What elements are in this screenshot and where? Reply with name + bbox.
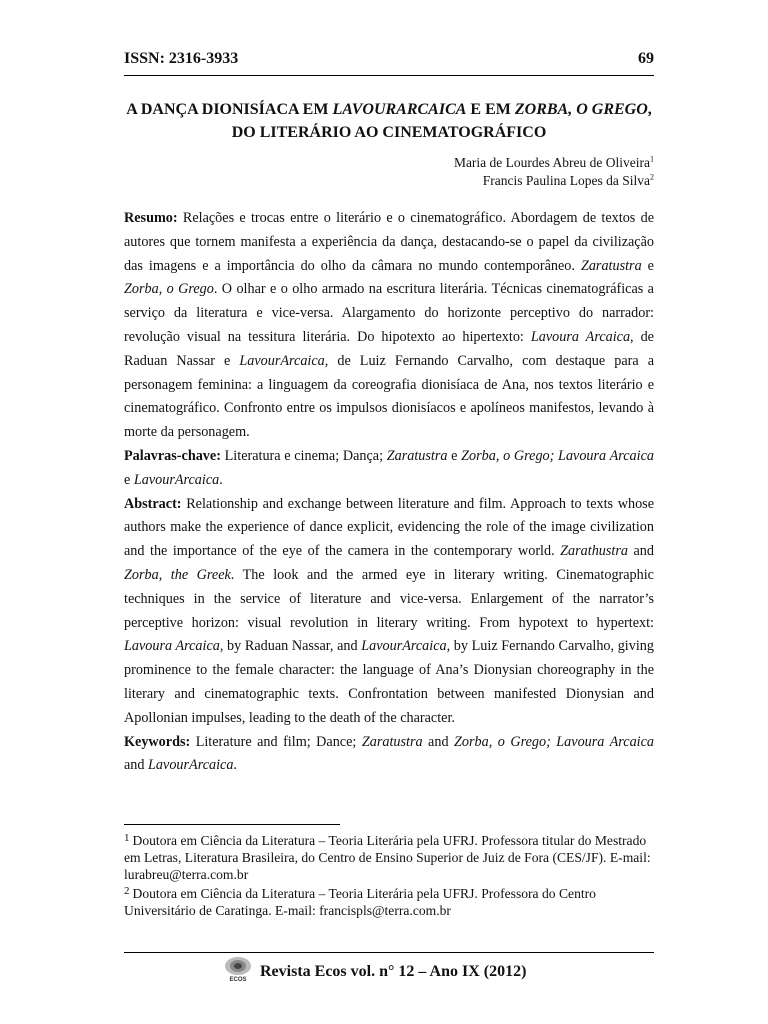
footnotes [124, 830, 656, 919]
abstract-block [124, 207, 654, 778]
article-title: A DANÇA DIONISÍACA EM LAVOURARCAICA E EM ZORBA, O GREGO, DO LITERÁRIO AO CINEMATOGRÁFICO [126, 101, 652, 141]
author-1: Maria de Lourdes Abreu de Oliveira$^1$ [453, 154, 654, 170]
footer-rule [124, 952, 654, 953]
author-2: Francis Paulina Lopes da Silva$^2$ [482, 172, 654, 188]
keywords-paragraph: Keywords: Literature and film; Dance; Zaratustra and Zorba, o Grego; Lavoura Arcaica and LavourArcaica. [124, 733, 654, 774]
header-rule [124, 75, 654, 76]
author-2-footnote-mark[interactable]: 2 [650, 172, 654, 182]
page-number: 69 [638, 50, 654, 67]
footnote-1: $^1$ Doutora em Ciência da Literatura – Teoria Literária pela UFRJ. Professora titular do Mestrado em Letras, Literatura Brasileira, do Centro de Ensino Superior de Juiz de Fora (CES/JF). E-mail: lurabreu@terra.com.br [124, 832, 651, 882]
authors [124, 154, 654, 190]
page-header [124, 50, 654, 68]
footnote-2: $^2$ Doutora em Ciência da Literatura – Teoria Literária pela UFRJ. Professora do Centro Universitário de Caratinga. E-mail: francispls@terra.com.br [124, 885, 596, 918]
author-1-footnote-mark[interactable]: 1 [650, 154, 654, 164]
palavras-chave-paragraph: Palavras-chave: Literatura e cinema; Dança; Zaratustra e Zorba, o Grego; Lavoura Arcaica e LavourArcaica. [124, 447, 654, 488]
journal-footer: Revista Ecos vol. n° 12 – Ano IX (2012) [260, 963, 527, 980]
footnote-separator [124, 824, 340, 825]
resumo-paragraph: Resumo: Relações e trocas entre o literário e o cinematográfico. Abordagem de textos de autores que tornem manifesta a experiência da dança, destacando-se o papel da civilização das imagens e a importância do olho da câmara no mundo contemporâneo. Zaratustra e Zorba, o Grego. O olhar e o olho armado na escritura literária. Técnicas cinematográficas a serviço da literatura e vice-versa. Alargamento do horizonte perceptivo do narrador: revolução visual na tessitura literária. Do hipotexto ao hipertexto: Lavoura Arcaica, de Raduan Nassar e LavourArcaica, de Luiz Fernando Carvalho, com destaque para a personagem feminina: a linguagem da coreografia dionisíaca de Ana, nos textos literário e cinematográfico. Confronto entre os impulsos dionisíacos e apolíneos manifestos, levando à morte da personagem. [124, 210, 654, 441]
issn: ISSN: 2316-3933 [124, 50, 239, 67]
ecos-logo-icon [223, 956, 253, 982]
svg-text:ECOS: ECOS [229, 977, 247, 982]
abstract-paragraph: Abstract: Relationship and exchange between literature and film. Approach to texts whose authors make the experience of dance explicit, evidencing the role of the image civilization and the importance of the eye of the camera in the contemporary world. Zarathustra and Zorba, the Greek. The look and the armed eye in literary writing. Cinematographic techniques in the service of literature and vice-versa. Enlargement of the narrator’s perceptive horizon: visual revolution in literary writing. From hypotext to hypertext: Lavoura Arcaica, by Raduan Nassar, and LavourArcaica, by Luiz Fernando Carvalho, giving prominence to the female character: the language of Ana’s Dionysian choreography in the literary and cinematographic texts. Confrontation between manifested Dionysian and Apollonian impulses, leading to the death of the character. [124, 495, 654, 726]
